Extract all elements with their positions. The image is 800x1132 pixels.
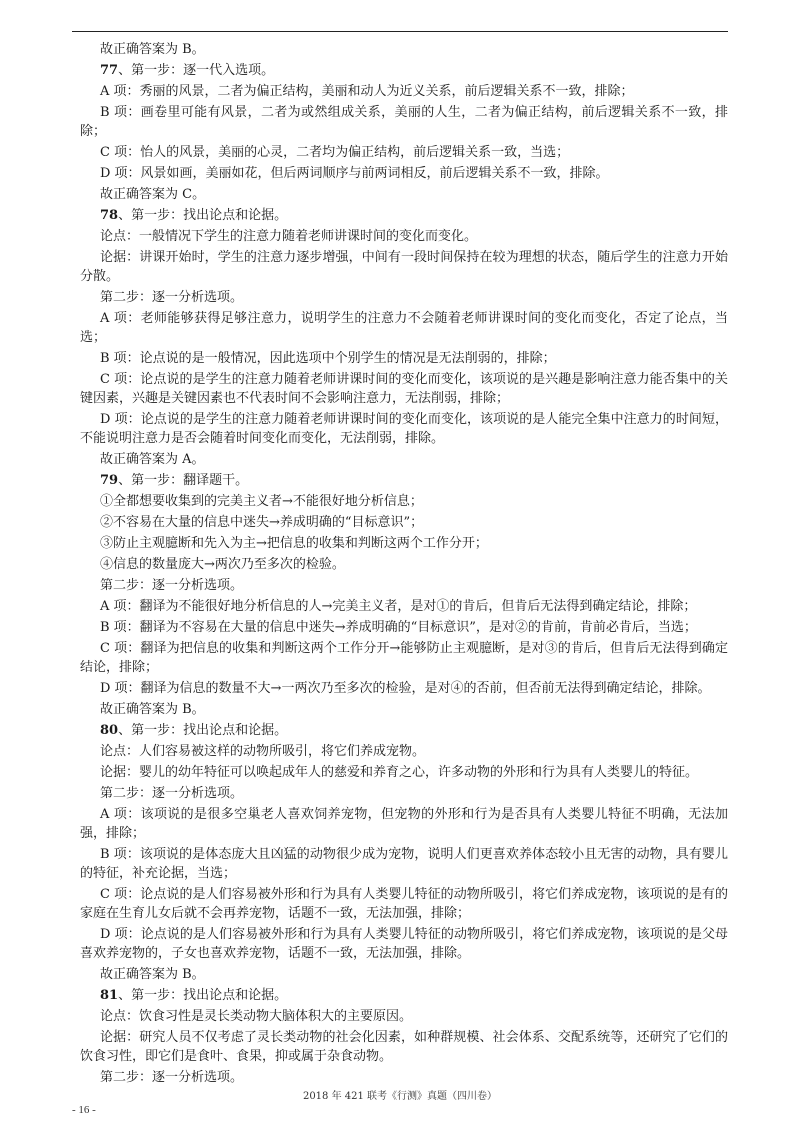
question-number: 77 bbox=[100, 63, 119, 78]
text-line bbox=[80, 784, 728, 803]
text-line bbox=[80, 164, 728, 183]
page-number: - 16 - bbox=[72, 1104, 96, 1116]
question-number: 79 bbox=[100, 473, 119, 488]
line-text: D 项：风景如画，美丽如花，但后两词顺序与前两词相反，前后逻辑关系不一致，排除。 bbox=[100, 166, 609, 181]
text-line bbox=[80, 227, 728, 246]
line-text: 、第一步：翻译题干。 bbox=[118, 473, 249, 488]
line-text: D 项：翻译为信息的数量不大→一两次乃至多次的检验，是对④的否前，但否前无法得到确定结论，排除。 bbox=[100, 681, 711, 696]
line-text: 、第一步：找出论点和论据。 bbox=[118, 988, 288, 1003]
line-text: 故正确答案为 B。 bbox=[100, 967, 205, 982]
line-text: D 项：论点说的是人们容易被外形和行为具有人类婴儿特征的动物所吸引，将它们养成宠物，该项说的是父母喜欢养宠物的，子女也喜欢养宠物，话题不一致，无法加强，排除。 bbox=[80, 927, 728, 961]
text-line bbox=[80, 61, 728, 80]
page-body bbox=[80, 40, 728, 1089]
text-line bbox=[80, 349, 728, 368]
line-text: ④信息的数量庞大→两次乃至多次的检验。 bbox=[100, 557, 345, 572]
text-line bbox=[80, 1068, 728, 1087]
question-number: 78 bbox=[100, 208, 119, 223]
text-line bbox=[80, 143, 728, 162]
line-text: 、第一步：找出论点和论据。 bbox=[118, 723, 288, 738]
text-line bbox=[80, 925, 728, 963]
line-text: B 项：论点说的是一般情况，因此选项中个别学生的情况是无法削弱的，排除； bbox=[100, 351, 556, 366]
text-line bbox=[80, 885, 728, 923]
text-line bbox=[80, 742, 728, 761]
line-text: C 项：怡人的风景，美丽的心灵，二者均为偏正结构，前后逻辑关系一致，当选； bbox=[100, 145, 570, 160]
text-line bbox=[80, 1028, 728, 1066]
text-line bbox=[80, 965, 728, 984]
line-text: 论点：人们容易被这样的动物所吸引，将它们养成宠物。 bbox=[100, 744, 426, 759]
text-line bbox=[80, 555, 728, 574]
line-text: 论据：研究人员不仅考虑了灵长类动物的社会化因素，如种群规模、社会体系、交配系统等，还研究了它们的饮食习性，即它们是食叶、食果，抑或属于杂食动物。 bbox=[80, 1030, 728, 1064]
text-line bbox=[80, 1007, 728, 1026]
text-line bbox=[80, 721, 728, 740]
line-text: 第二步：逐一分析选项。 bbox=[100, 290, 244, 305]
text-line bbox=[80, 410, 728, 448]
text-line bbox=[80, 597, 728, 616]
line-text: 论据：讲课开始时，学生的注意力逐步增强，中间有一段时间保持在较为理想的状态，随后学生的注意力开始分散。 bbox=[80, 250, 728, 284]
text-line bbox=[80, 763, 728, 782]
text-line bbox=[80, 845, 728, 883]
line-text: ③防止主观臆断和先入为主→把信息的收集和判断这两个工作分开； bbox=[100, 536, 488, 551]
text-line bbox=[80, 700, 728, 719]
text-line bbox=[80, 492, 728, 511]
line-text: 故正确答案为 A。 bbox=[100, 452, 205, 467]
line-text: 第二步：逐一分析选项。 bbox=[100, 578, 244, 593]
line-text: ②不容易在大量的信息中迷失→养成明确的“目标意识”； bbox=[100, 515, 424, 530]
text-line bbox=[80, 206, 728, 225]
text-line bbox=[80, 185, 728, 204]
text-line bbox=[80, 986, 728, 1005]
line-text: B 项：画卷里可能有风景，二者为或然组成关系，美丽的人生，二者为偏正结构，前后逻辑关系不一致，排除； bbox=[80, 105, 728, 139]
line-text: A 项：秀丽的风景，二者为偏正结构，美丽和动人为近义关系，前后逻辑关系不一致，排除； bbox=[100, 84, 634, 99]
question-number: 80 bbox=[100, 723, 119, 738]
line-text: ①全都想要收集到的完美主义者→不能很好地分析信息； bbox=[100, 494, 423, 509]
text-line bbox=[80, 471, 728, 490]
text-line bbox=[80, 40, 728, 59]
line-text: B 项：翻译为不容易在大量的信息中迷失→养成明确的“目标意识”，是对②的肯前，肯前必肯后，当选； bbox=[100, 620, 697, 635]
line-text: 第二步：逐一分析选项。 bbox=[100, 1070, 244, 1085]
page-footer: 2018 年 421 联考《行测》真题（四川卷） bbox=[302, 1091, 498, 1102]
line-text: C 项：论点说的是人们容易被外形和行为具有人类婴儿特征的动物所吸引，将它们养成宠物，该项说的是有的家庭在生育儿女后就不会再养宠物，话题不一致，无法加强，排除； bbox=[80, 887, 728, 921]
line-text: C 项：论点说的是学生的注意力随着老师讲课时间的变化而变化，该项说的是兴趣是影响注意力能否集中的关键因素，兴趣是关键因素也不代表时间不会影响注意力，无法削弱，排除； bbox=[80, 372, 728, 406]
line-text: 第二步：逐一分析选项。 bbox=[100, 786, 244, 801]
text-line bbox=[80, 534, 728, 553]
text-line bbox=[80, 288, 728, 307]
text-line bbox=[80, 805, 728, 843]
text-line bbox=[80, 103, 728, 141]
text-line bbox=[80, 513, 728, 532]
line-text: C 项：翻译为把信息的收集和判断这两个工作分开→能够防止主观臆断，是对③的肯后，但肯后无法得到确定结论，排除； bbox=[80, 641, 728, 675]
line-text: A 项：该项说的是很多空巢老人喜欢饲养宠物，但宠物的外形和行为是否具有人类婴儿特征不明确，无法加强，排除； bbox=[80, 807, 728, 841]
text-line bbox=[80, 639, 728, 677]
line-text: 论点：饮食习性是灵长类动物大脑体积大的主要原因。 bbox=[100, 1009, 413, 1024]
line-text: 、第一步：找出论点和论据。 bbox=[118, 208, 288, 223]
line-text: B 项：该项说的是体态庞大且凶猛的动物很少成为宠物，说明人们更喜欢养体态较小且无害的动物，具有婴儿的特征，补充论据，当选； bbox=[80, 847, 728, 881]
text-line bbox=[80, 450, 728, 469]
line-text: A 项：翻译为不能很好地分析信息的人→完美主义者，是对①的肯后，但肯后无法得到确定结论，排除； bbox=[100, 599, 697, 614]
text-line bbox=[80, 679, 728, 698]
text-line bbox=[80, 618, 728, 637]
line-text: 故正确答案为 C。 bbox=[100, 187, 206, 202]
line-text: 故正确答案为 B。 bbox=[100, 702, 205, 717]
text-line bbox=[80, 309, 728, 347]
line-text: A 项：老师能够获得足够注意力，说明学生的注意力不会随着老师讲课时间的变化而变化，否定了论点，当选； bbox=[80, 311, 728, 345]
question-number: 81 bbox=[100, 988, 119, 1003]
text-line bbox=[80, 248, 728, 286]
line-text: 论据：婴儿的幼年特征可以唤起成年人的慈爱和养育之心，许多动物的外形和行为具有人类婴儿的特征。 bbox=[100, 765, 699, 780]
line-text: 故正确答案为 B。 bbox=[100, 42, 205, 57]
line-text: D 项：论点说的是学生的注意力随着老师讲课时间的变化而变化，该项说的是人能完全集中注意力的时间短，不能说明注意力是否会随着时间变化而变化，无法削弱，排除。 bbox=[80, 412, 728, 446]
header-rule bbox=[72, 31, 728, 32]
text-line bbox=[80, 370, 728, 408]
line-text: 、第一步：逐一代入选项。 bbox=[118, 63, 275, 78]
text-line bbox=[80, 82, 728, 101]
line-text: 论点：一般情况下学生的注意力随着老师讲课时间的变化而变化。 bbox=[100, 229, 478, 244]
text-line bbox=[80, 576, 728, 595]
